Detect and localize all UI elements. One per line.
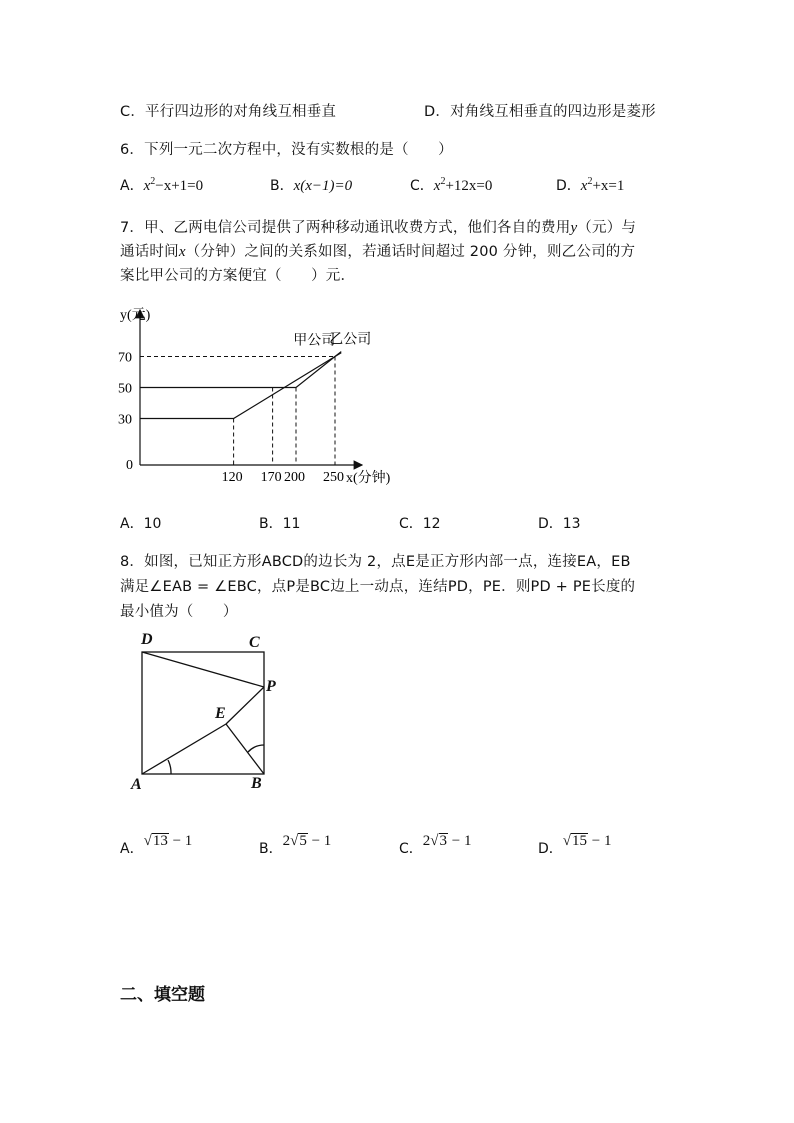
q7-option-c: C．12 xyxy=(399,516,441,532)
q8-b-label: B． xyxy=(259,841,283,857)
q7-line1-text-b: （元）与 xyxy=(577,220,637,236)
q8-d-label: D． xyxy=(538,841,563,857)
q8-b-radicand: 5 xyxy=(299,833,307,849)
q8-b-value: 2√5 − 1 xyxy=(282,833,332,849)
q8-b-coef: 2 xyxy=(282,833,291,849)
series-line-jia xyxy=(140,353,341,419)
q7-var-y: y xyxy=(570,220,578,236)
x-axis-label: x(分钟) xyxy=(346,471,391,486)
q6-stem: 6．下列一元二次方程中，没有实数根的是（ ） xyxy=(120,142,453,158)
segment-ea xyxy=(142,724,226,774)
q6-d-eq-rest: +x=1 xyxy=(592,178,625,194)
q6-option-b xyxy=(270,175,352,195)
segment-eb xyxy=(226,724,264,774)
q7-option-d: D．13 xyxy=(538,516,581,532)
q6-c-eq-rest: +12x=0 xyxy=(445,178,493,194)
q6-option-a xyxy=(120,175,203,195)
q6-d-label: D． xyxy=(556,178,581,194)
q7-option-b: B．11 xyxy=(259,516,301,532)
angle-eab-arc xyxy=(168,760,171,774)
q8-c-value: 2√3 − 1 xyxy=(422,833,472,849)
q6-c-eq-base: x xyxy=(433,178,441,194)
q8-d-radicand: 15 xyxy=(572,833,588,849)
q8-option-b xyxy=(259,830,332,857)
section-title: 二、填空题 xyxy=(120,985,205,1005)
q8-d-value: √15 − 1 xyxy=(562,833,612,849)
q6-c-label: C． xyxy=(410,178,434,194)
q8-a-value: √13 − 1 xyxy=(143,833,193,849)
q8-c-coef: 2 xyxy=(422,833,431,849)
origin-label: 0 xyxy=(126,458,133,473)
q8-option-c xyxy=(399,830,472,857)
q8-b-tail: − 1 xyxy=(307,833,332,849)
q6-b-eq: x(x−1)=0 xyxy=(293,178,353,194)
q5-option-c: C．平行四边形的对角线互相垂直 xyxy=(120,104,337,120)
q8-line2: 满足∠EAB = ∠EBC，点P是BC边上一动点，连结PD，PE．则PD + PE长度的 xyxy=(120,579,636,595)
x-tick-250: 250 xyxy=(323,470,344,485)
legend-yi: 乙公司 xyxy=(329,332,372,348)
y-tick-30: 30 xyxy=(118,412,132,428)
q8-option-d xyxy=(538,830,612,857)
label-a: A xyxy=(131,776,142,793)
y-axis-label: y(元) xyxy=(120,308,151,323)
label-d: D xyxy=(141,631,153,648)
chart-labels xyxy=(118,307,391,486)
q7-line2-text-a: 通话时间 xyxy=(120,244,179,260)
q8-line1: 8．如图，已知正方形ABCD的边长为 2，点E是正方形内部一点，连接EA，EB xyxy=(120,554,631,570)
square-abcd xyxy=(142,652,264,774)
q6-d-eq-base: x xyxy=(580,178,588,194)
q6-a-label: A． xyxy=(120,178,144,194)
q6-a-eq-rest: −x+1=0 xyxy=(155,178,204,194)
chart-series xyxy=(140,352,341,419)
x-tick-120: 120 xyxy=(221,470,243,485)
x-tick-200: 200 xyxy=(284,470,305,485)
y-tick-70: 70 xyxy=(118,350,132,366)
segment-pe xyxy=(226,687,264,724)
q6-d-eq-exp: 2 xyxy=(587,176,593,187)
q7-line2 xyxy=(120,240,635,261)
q8-d-tail: − 1 xyxy=(588,833,612,849)
q7-line1 xyxy=(120,216,636,237)
q6-b-label: B． xyxy=(270,178,294,194)
q5-option-d: D．对角线互相垂直的四边形是菱形 xyxy=(424,104,656,120)
q8-line3: 最小值为（ ） xyxy=(120,604,238,620)
chart-guides xyxy=(140,357,335,466)
q7-line1-text-a: 7．甲、乙两电信公司提供了两种移动通讯收费方式，他们各自的费用 xyxy=(120,220,571,236)
y-tick-50: 50 xyxy=(118,381,132,397)
q7-var-x: x xyxy=(178,244,186,260)
q6-c-eq-exp: 2 xyxy=(440,176,446,187)
label-e: E xyxy=(215,705,226,722)
q8-a-radicand: 13 xyxy=(152,833,168,849)
x-tick-170: 170 xyxy=(260,470,282,485)
label-c: C xyxy=(249,634,260,651)
q8-a-tail: − 1 xyxy=(168,833,193,849)
q8-c-radicand: 3 xyxy=(439,833,448,849)
label-b: B xyxy=(251,775,262,792)
q7-chart xyxy=(110,300,410,495)
q7-line3: 案比甲公司的方案便宜（ ）元． xyxy=(120,268,356,284)
q6-option-c xyxy=(410,175,492,195)
q8-c-label: C． xyxy=(399,841,423,857)
q8-c-tail: − 1 xyxy=(448,833,472,849)
q7-line2-text-b: （分钟）之间的关系如图，若通话时间超过 200 分钟，则乙公司的方 xyxy=(185,244,636,260)
q6-a-eq-base: x xyxy=(143,178,151,194)
q7-option-a: A．10 xyxy=(120,516,162,532)
legend-jia: 甲公司 xyxy=(293,333,336,349)
q6-a-eq-exp: 2 xyxy=(150,176,156,187)
q8-figure xyxy=(125,625,295,795)
angle-ebc-arc xyxy=(248,745,264,752)
segment-pd xyxy=(142,652,264,687)
label-p: P xyxy=(266,678,276,695)
q8-option-a xyxy=(120,830,193,857)
q6-option-d xyxy=(556,175,624,195)
q8-a-label: A． xyxy=(120,841,144,857)
